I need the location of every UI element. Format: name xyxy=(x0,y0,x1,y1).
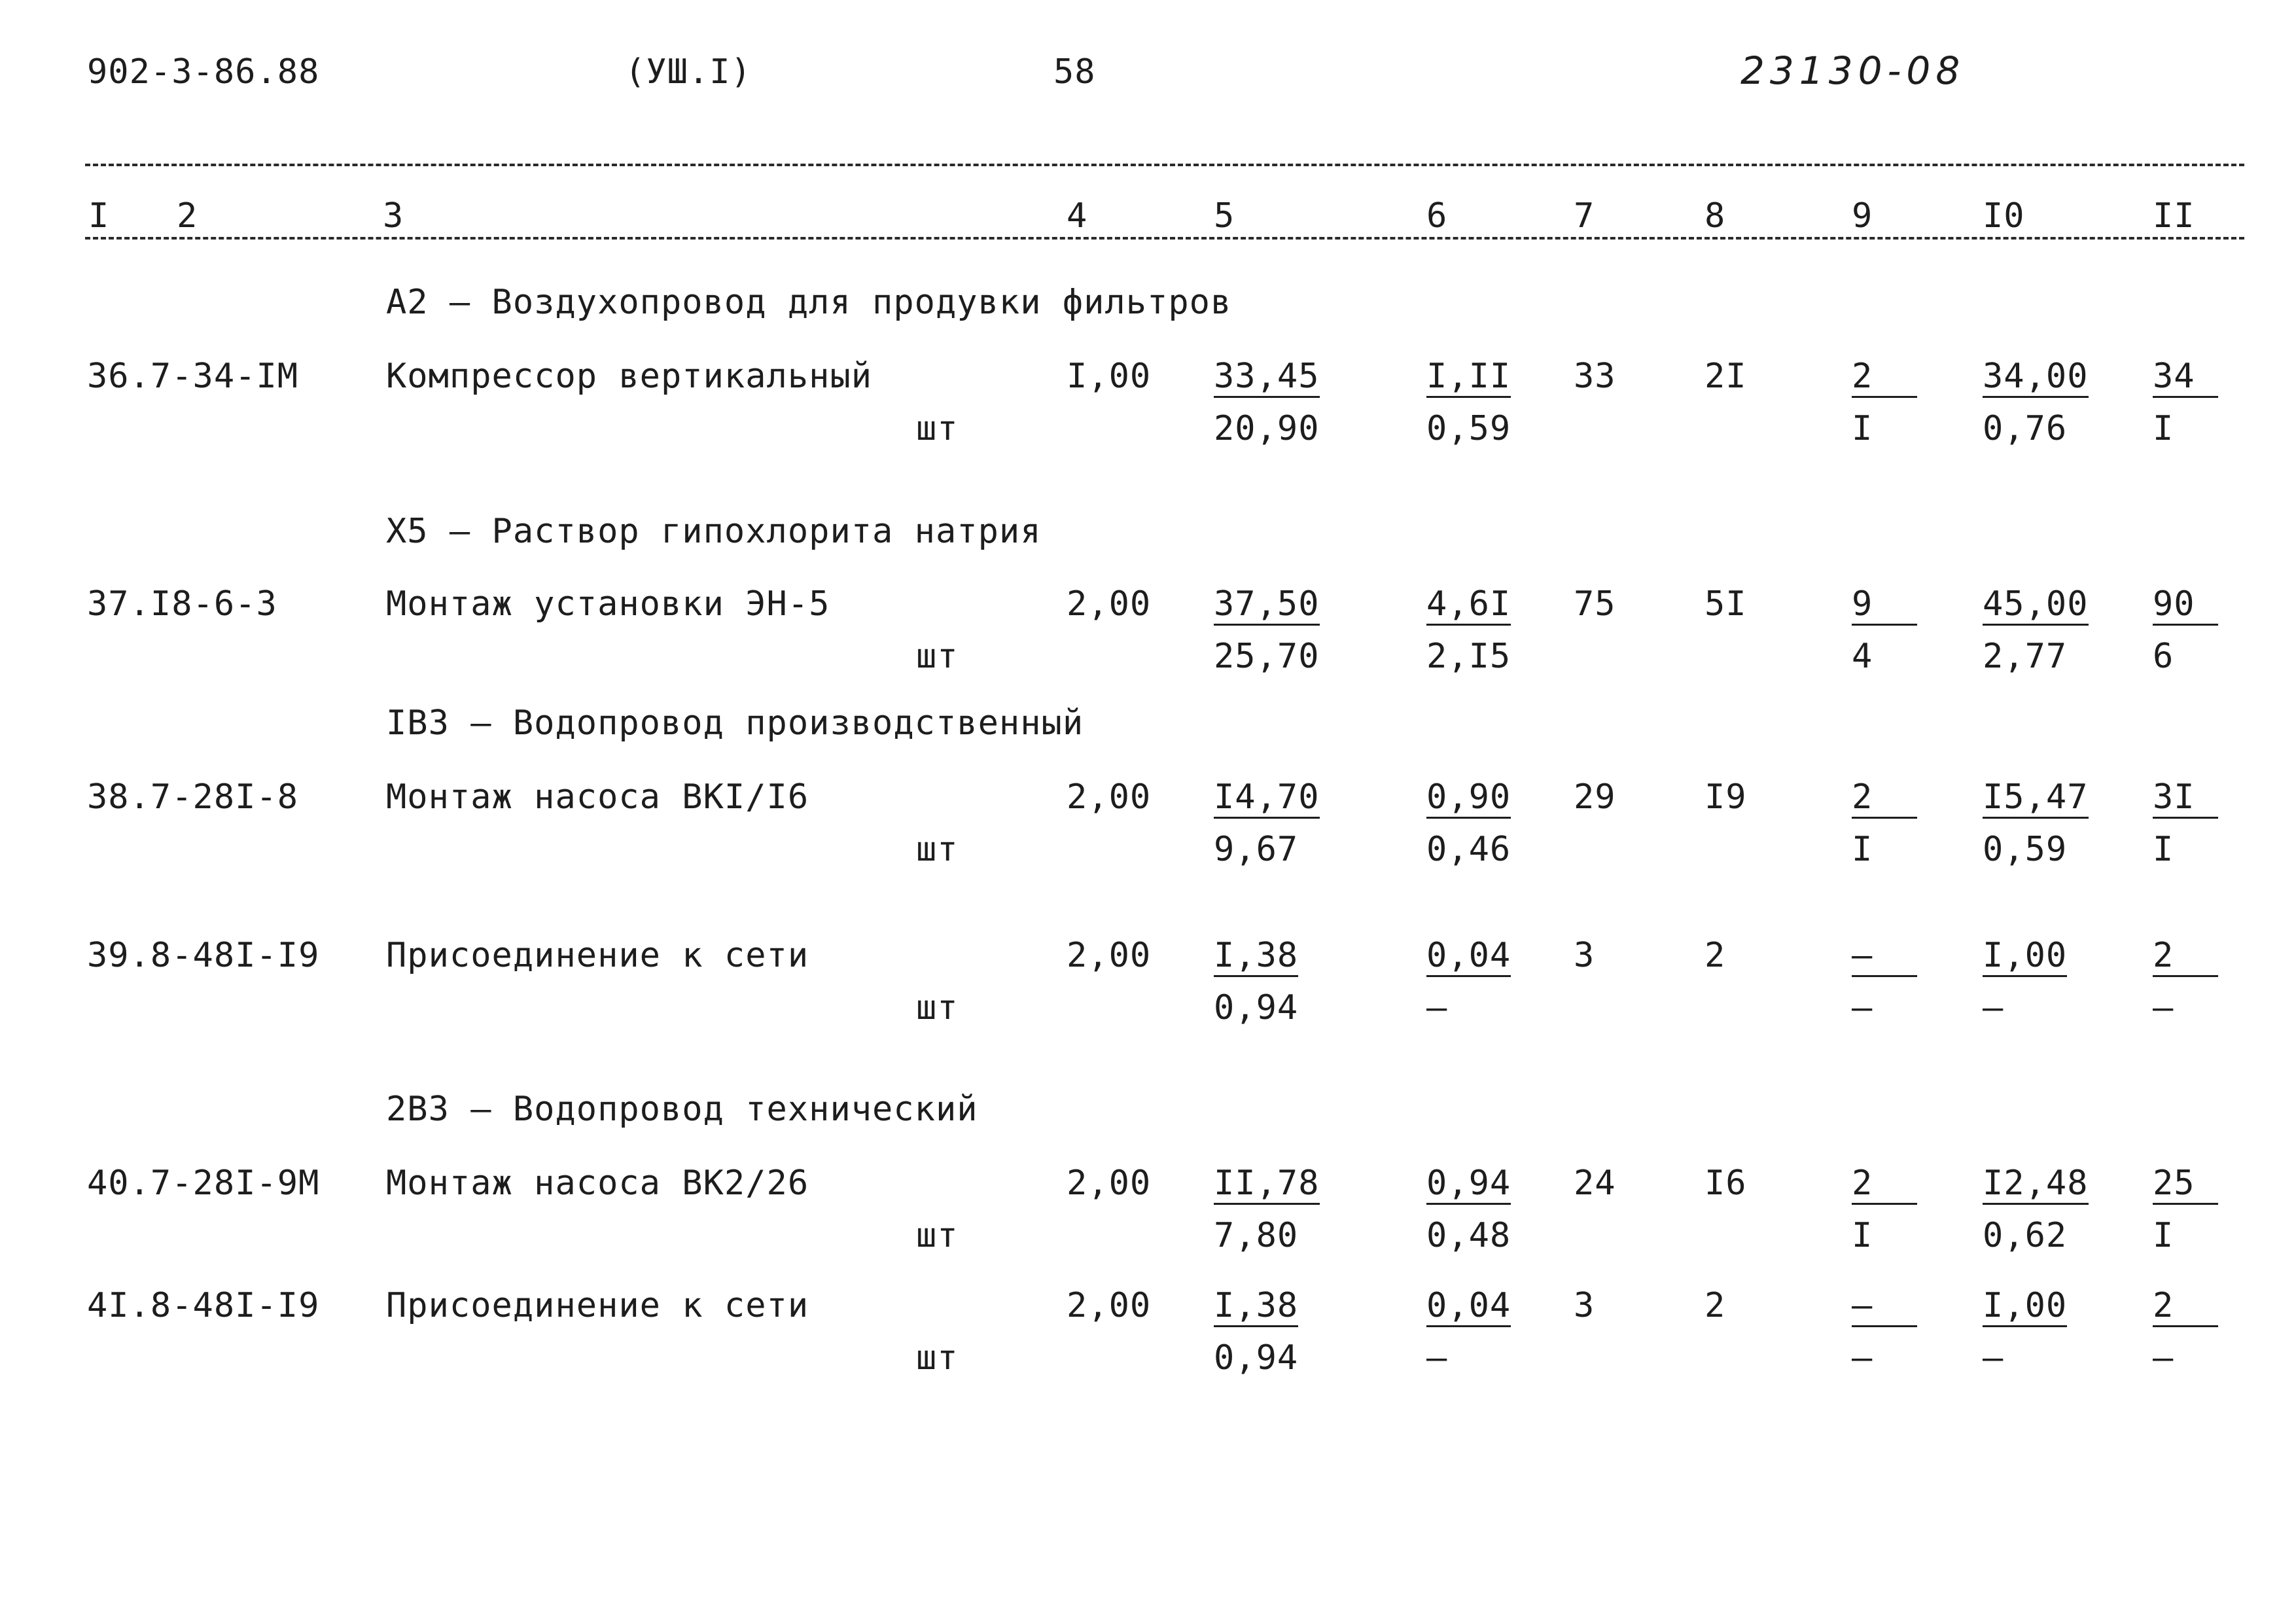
column-number-2: 2 xyxy=(177,196,198,236)
col5-top: I,38 xyxy=(1214,1286,1298,1327)
item-quantity: 2,00 xyxy=(1067,1164,1152,1203)
item-code: 38.7-28I-8 xyxy=(87,777,299,817)
item-code: 36.7-34-IМ xyxy=(87,357,299,396)
col11-bottom: I xyxy=(2153,830,2174,869)
item-unit: шт xyxy=(916,1338,959,1378)
item-description: Компрессор вертикальный xyxy=(386,357,873,396)
col6-top: 0,04 xyxy=(1426,936,1511,977)
item-description: Присоединение к сети xyxy=(386,936,809,975)
col7: 24 xyxy=(1574,1164,1616,1203)
col7: 33 xyxy=(1574,357,1616,396)
col5-bottom: 0,94 xyxy=(1214,988,1299,1027)
item-description: Монтаж установки ЭН-5 xyxy=(386,584,830,624)
col5-bottom: 20,90 xyxy=(1214,409,1320,448)
col9-top: 2 xyxy=(1852,777,1917,819)
col6-top: I,II xyxy=(1426,357,1511,398)
item-unit: шт xyxy=(916,409,959,448)
col8: 2I xyxy=(1704,357,1747,396)
item-description: Присоединение к сети xyxy=(386,1286,809,1325)
col10-top: 45,00 xyxy=(1983,584,2089,626)
column-number-8: 8 xyxy=(1704,196,1726,236)
col5-bottom: 25,70 xyxy=(1214,637,1320,676)
col11-top: 2 xyxy=(2153,1286,2218,1327)
col7: 3 xyxy=(1574,936,1595,975)
col10-bottom: 2,77 xyxy=(1983,637,2068,676)
col11-top: 25 xyxy=(2153,1164,2218,1205)
item-quantity: 2,00 xyxy=(1067,1286,1152,1325)
col8: 5I xyxy=(1704,584,1747,624)
col5-top: I,38 xyxy=(1214,936,1298,977)
col11-bottom: I xyxy=(2153,409,2174,448)
col7: 75 xyxy=(1574,584,1616,624)
col10-top: 34,00 xyxy=(1983,357,2089,398)
col5-bottom: 0,94 xyxy=(1214,1338,1299,1378)
col6-top: 0,04 xyxy=(1426,1286,1511,1327)
col10-top: I2,48 xyxy=(1983,1164,2089,1205)
item-quantity: 2,00 xyxy=(1067,584,1152,624)
item-quantity: 2,00 xyxy=(1067,777,1152,817)
col6-bottom: 2,I5 xyxy=(1426,637,1511,676)
item-code: 40.7-28I-9М xyxy=(87,1164,320,1203)
section-label: (УШ.I) xyxy=(625,52,752,92)
col10-top: I,00 xyxy=(1983,936,2067,977)
col7: 29 xyxy=(1574,777,1616,817)
col9-bottom: – xyxy=(1852,1338,1873,1378)
col5-bottom: 9,67 xyxy=(1214,830,1299,869)
item-quantity: I,00 xyxy=(1067,357,1152,396)
col5-top: 33,45 xyxy=(1214,357,1320,398)
col9-top: 2 xyxy=(1852,357,1917,398)
col10-bottom: – xyxy=(1983,988,2004,1027)
col5-bottom: 7,80 xyxy=(1214,1216,1299,1255)
section-heading: Х5 – Раствор гипохлорита натрия xyxy=(386,512,1042,551)
column-number-5: 5 xyxy=(1214,196,1235,236)
col8: 2 xyxy=(1704,936,1726,975)
col8: 2 xyxy=(1704,1286,1726,1325)
col5-top: I4,70 xyxy=(1214,777,1320,819)
col11-top: 3I xyxy=(2153,777,2218,819)
column-header-underline xyxy=(85,237,2244,240)
item-unit: шт xyxy=(916,988,959,1027)
col9-top: 9 xyxy=(1852,584,1917,626)
col7: 3 xyxy=(1574,1286,1595,1325)
col6-bottom: 0,48 xyxy=(1426,1216,1511,1255)
column-number-11: II xyxy=(2153,196,2195,236)
item-description: Монтаж насоса ВК2/26 xyxy=(386,1164,809,1203)
col6-top: 0,94 xyxy=(1426,1164,1511,1205)
col10-bottom: 0,62 xyxy=(1983,1216,2068,1255)
item-unit: шт xyxy=(916,830,959,869)
col9-top: – xyxy=(1852,936,1917,977)
col9-bottom: – xyxy=(1852,988,1873,1027)
column-number-3: 3 xyxy=(383,196,404,236)
col11-bottom: – xyxy=(2153,988,2174,1027)
col9-bottom: 4 xyxy=(1852,637,1873,676)
col6-bottom: 0,46 xyxy=(1426,830,1511,869)
col11-top: 90 xyxy=(2153,584,2218,626)
item-unit: шт xyxy=(916,637,959,676)
section-heading: 2ВЗ – Водопровод технический xyxy=(386,1090,978,1129)
section-heading: IВЗ – Водопровод производственный xyxy=(386,704,1084,743)
document-code: 902-3-86.88 xyxy=(87,52,320,92)
column-number-7: 7 xyxy=(1574,196,1595,236)
page-number: 58 xyxy=(1053,52,1096,92)
item-code: 4I.8-48I-I9 xyxy=(87,1286,320,1325)
item-description: Монтаж насоса ВКI/I6 xyxy=(386,777,809,817)
col10-bottom: – xyxy=(1983,1338,2004,1378)
col6-top: 4,6I xyxy=(1426,584,1511,626)
col9-top: – xyxy=(1852,1286,1917,1327)
col5-top: II,78 xyxy=(1214,1164,1320,1205)
col10-bottom: 0,59 xyxy=(1983,830,2068,869)
col10-top: I5,47 xyxy=(1983,777,2089,819)
item-quantity: 2,00 xyxy=(1067,936,1152,975)
col5-top: 37,50 xyxy=(1214,584,1320,626)
column-number-6: 6 xyxy=(1426,196,1448,236)
column-number-4: 4 xyxy=(1067,196,1088,236)
col11-bottom: 6 xyxy=(2153,637,2174,676)
col9-top: 2 xyxy=(1852,1164,1917,1205)
item-code: 39.8-48I-I9 xyxy=(87,936,320,975)
column-number-1: I xyxy=(88,196,110,236)
col10-top: I,00 xyxy=(1983,1286,2067,1327)
col11-bottom: I xyxy=(2153,1216,2174,1255)
handwritten-stamp-number: 23130-08 xyxy=(1740,48,1966,93)
col6-bottom: – xyxy=(1426,1338,1448,1378)
col8: I6 xyxy=(1704,1164,1747,1203)
col9-bottom: I xyxy=(1852,409,1873,448)
item-code: 37.I8-6-3 xyxy=(87,584,277,624)
col6-top: 0,90 xyxy=(1426,777,1511,819)
col10-bottom: 0,76 xyxy=(1983,409,2068,448)
section-heading: А2 – Воздухопровод для продувки фильтров xyxy=(386,283,1232,322)
item-unit: шт xyxy=(916,1216,959,1255)
col6-bottom: – xyxy=(1426,988,1448,1027)
col8: I9 xyxy=(1704,777,1747,817)
divider-line xyxy=(85,164,2244,166)
col11-top: 34 xyxy=(2153,357,2218,398)
col6-bottom: 0,59 xyxy=(1426,409,1511,448)
col11-bottom: – xyxy=(2153,1338,2174,1378)
col9-bottom: I xyxy=(1852,1216,1873,1255)
column-number-9: 9 xyxy=(1852,196,1873,236)
col9-bottom: I xyxy=(1852,830,1873,869)
column-number-10: I0 xyxy=(1983,196,2025,236)
col11-top: 2 xyxy=(2153,936,2218,977)
